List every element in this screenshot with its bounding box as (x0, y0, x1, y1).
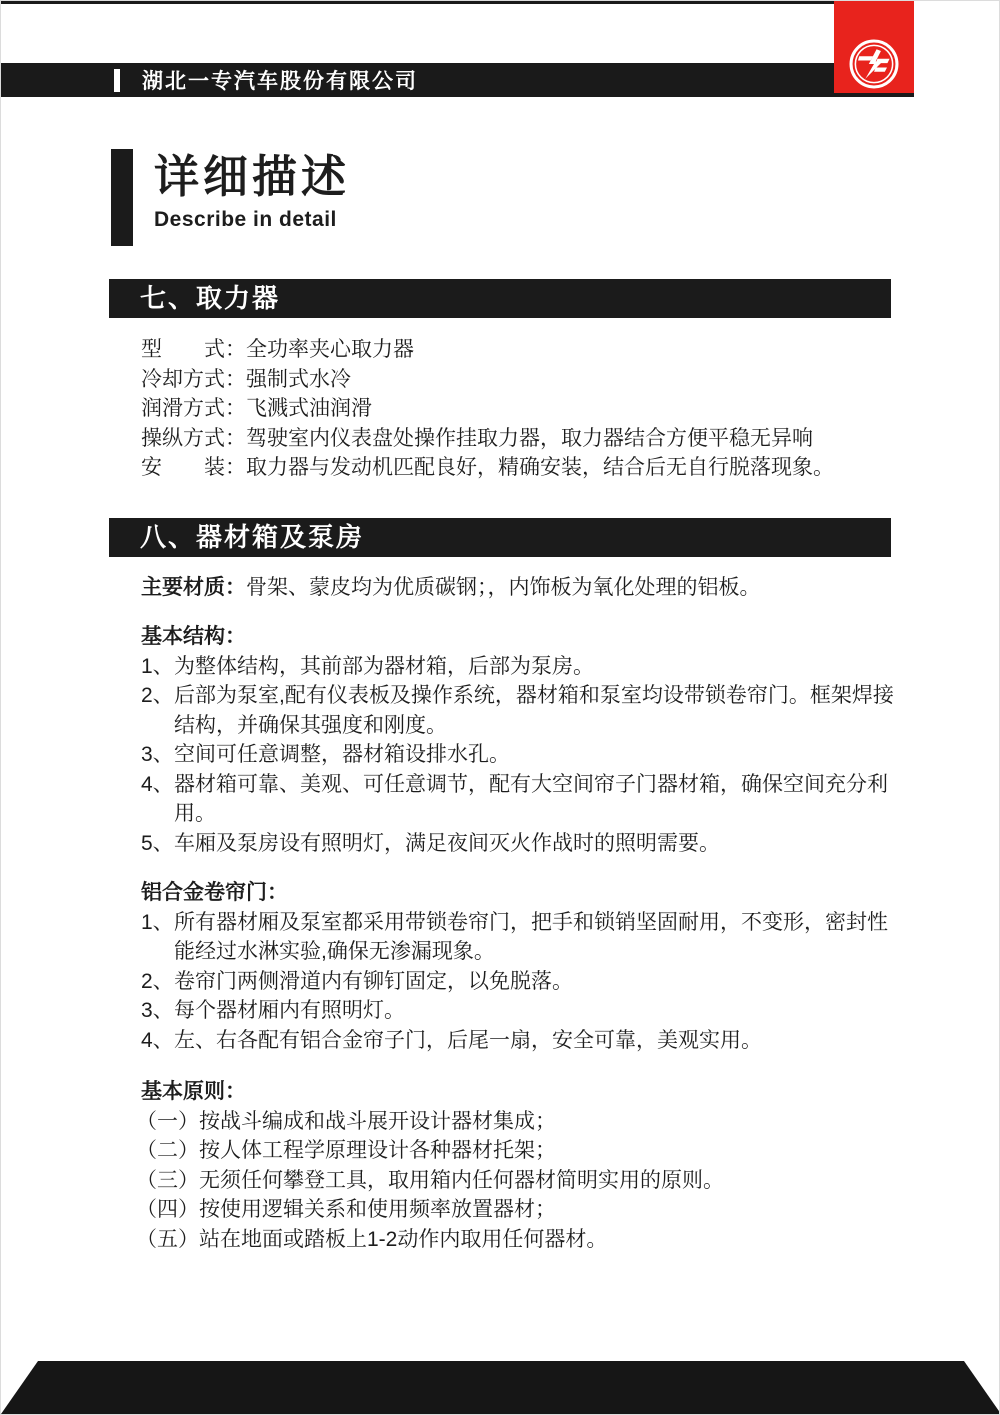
spec-row (141, 453, 899, 483)
principles-heading: 基本原则： (141, 1080, 246, 1103)
item-number: 1、 (141, 910, 174, 934)
title-accent-bar (111, 149, 133, 246)
spec-value: 全功率夹心取力器 (246, 338, 414, 361)
item-text: 器材箱可靠、美观、可任意调节，配有大空间帘子门器材箱，确保空间充分利用。 (174, 772, 888, 825)
spec-value: 驾驶室内仪表盘处操作挂取力器，取力器结合方便平稳无异响 (246, 426, 813, 450)
logo-block (834, 1, 914, 93)
item-number: 4、 (141, 772, 174, 796)
list-item (141, 770, 899, 829)
spec-row (141, 365, 899, 395)
section7-spec-list (141, 335, 899, 483)
list-item: （二）按人体工程学原理设计各种器材托架； (136, 1139, 556, 1162)
list-item: （四）按使用逻辑关系和使用频率放置器材； (136, 1198, 556, 1221)
spec-value: 取力器与发动机匹配良好，精确安装，结合后无自行脱落现象。 (246, 456, 834, 479)
list-item: （五）站在地面或踏板上1-2动作内取用任何器材。 (136, 1227, 608, 1251)
list-item (141, 652, 899, 682)
spec-label: 润滑方式： (141, 397, 246, 420)
list-item (141, 681, 899, 740)
section8-header-bar (109, 518, 891, 557)
item-number: 2、 (141, 969, 174, 993)
spec-label: 型 式： (141, 338, 246, 361)
brand-bar (1, 63, 914, 97)
principles-block (136, 1077, 899, 1254)
company-logo-icon (848, 38, 900, 90)
section7-header-bar (109, 279, 891, 318)
page-title-block (111, 149, 999, 246)
list-item (141, 1026, 899, 1056)
materials-label: 主要材质： (141, 575, 246, 599)
page-content (1, 149, 999, 1254)
list-item (141, 967, 899, 997)
title-text-group (154, 149, 350, 246)
item-number: 3、 (141, 999, 174, 1022)
spec-label: 安 装： (141, 456, 246, 479)
item-text: 卷帘门两侧滑道内有铆钉固定，以免脱落。 (174, 969, 573, 993)
spec-row (141, 424, 899, 454)
item-number: 1、 (141, 654, 174, 678)
page-subtitle: Describe in detail (154, 208, 337, 231)
list-item (141, 996, 899, 1026)
item-number: 3、 (141, 743, 174, 766)
spec-value: 强制式水冷 (246, 367, 351, 391)
item-number: 4、 (141, 1028, 174, 1052)
item-number: 5、 (141, 831, 174, 855)
materials-text: 骨架、蒙皮均为优质碳钢；，内饰板为氧化处理的铝板。 (246, 575, 761, 599)
item-number: 2、 (141, 684, 174, 707)
footer-band (1, 1361, 1000, 1414)
item-text: 每个器材厢内有照明灯。 (174, 999, 405, 1022)
top-rule (1, 1, 914, 4)
item-text: 车厢及泵房设有照明灯，满足夜间灭火作战时的照明需要。 (174, 831, 720, 855)
brand-tick (114, 69, 120, 92)
item-text: 后部为泵室,配有仪表板及操作系统，器材箱和泵室均设带锁卷帘门。框架焊接结构，并确保其强度和刚度。 (174, 684, 894, 737)
spec-row (141, 335, 899, 365)
page-title: 详细描述 (154, 151, 351, 202)
structure-heading: 基本结构： (141, 625, 246, 648)
list-item (141, 908, 899, 967)
list-item: （三）无须任何攀登工具，取用箱内任何器材简明实用的原则。 (136, 1168, 724, 1192)
item-text: 空间可任意调整，器材箱设排水孔。 (174, 743, 510, 766)
spec-label: 冷却方式： (141, 367, 246, 391)
shutter-block (141, 878, 899, 1055)
section8-header-label: 八、器材箱及泵房 (140, 521, 365, 552)
list-item (141, 829, 899, 859)
materials-line (141, 573, 899, 603)
spec-label: 操纵方式： (141, 426, 246, 450)
item-text: 为整体结构，其前部为器材箱，后部为泵房。 (174, 654, 594, 678)
spec-value: 飞溅式油润滑 (246, 397, 372, 420)
structure-block (141, 622, 899, 858)
shutter-heading: 铝合金卷帘门： (141, 881, 288, 904)
item-text: 左、右各配有铝合金帘子门，后尾一扇，安全可靠，美观实用。 (174, 1028, 762, 1052)
list-item: （一）按战斗编成和战斗展开设计器材集成； (136, 1109, 556, 1133)
item-text: 所有器材厢及泵室都采用带锁卷帘门，把手和锁销坚固耐用，不变形，密封性能经过水淋实验,确保无渗漏现象。 (174, 910, 888, 963)
list-item (141, 740, 899, 770)
company-name: 湖北一专汽车股份有限公司 (142, 70, 418, 93)
section7-header-label: 七、取力器 (140, 283, 281, 313)
spec-row (141, 394, 899, 424)
